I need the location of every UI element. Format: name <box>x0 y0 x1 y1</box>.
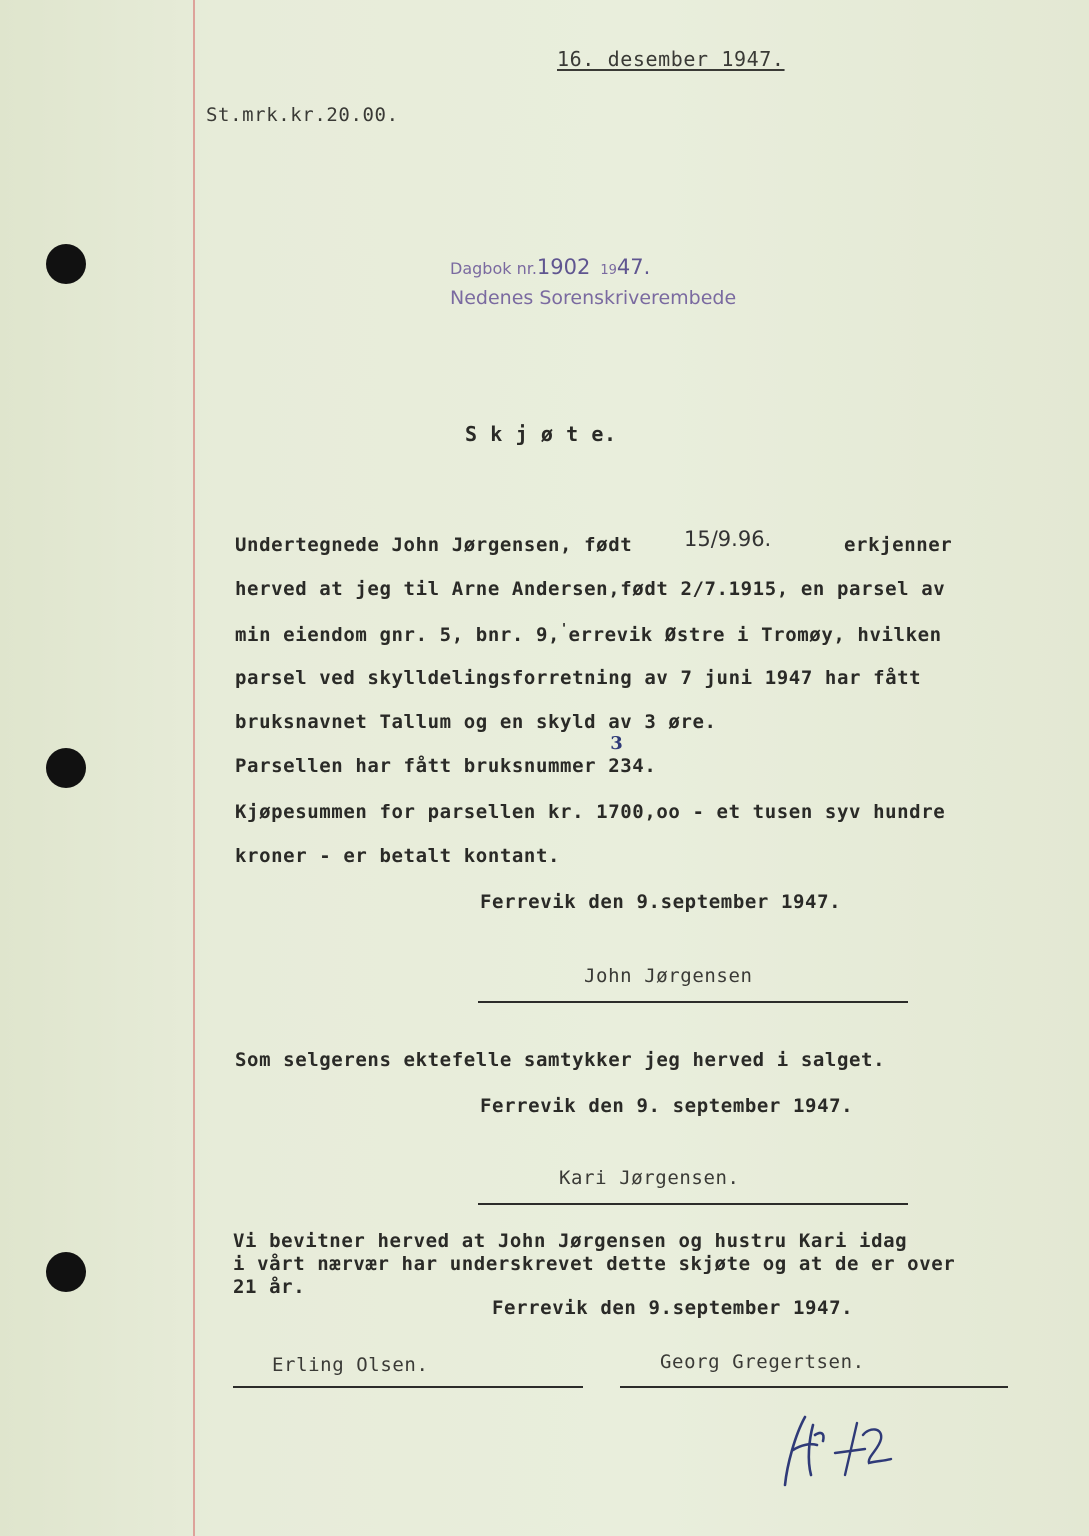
stamp-fee: St.mrk.kr.20.00. <box>206 104 399 126</box>
body-line: Parsellen har fått bruksnummer 3 234. <box>235 733 657 777</box>
body-line: Undertegnede John Jørgensen, født <box>235 534 633 556</box>
punch-hole <box>46 1252 86 1292</box>
signature-line <box>478 1001 908 1003</box>
stamp-prefix: Dagbok nr. <box>450 259 537 278</box>
document-date: 16. desember 1947. <box>557 47 785 71</box>
witness-line: i vårt nærvær har underskrevet dette skjøte og at de er over <box>233 1253 956 1275</box>
spouse-consent: Som selgerens ektefelle samtykker jeg herved i salget. <box>235 1049 886 1071</box>
witness-line: Vi bevitner herved at John Jørgensen og hustru Kari idag <box>233 1230 908 1252</box>
signature-line <box>233 1386 583 1388</box>
body-line: min eiendom gnr. 5, bnr. 9,'errevik Østre i Tromøy, hvilken <box>235 622 942 646</box>
handwritten-initials-mark <box>765 1405 905 1495</box>
handwritten-correction: 3 <box>610 733 624 754</box>
spouse-signature-name: Kari Jørgensen. <box>559 1167 740 1189</box>
signature-line <box>620 1386 1008 1388</box>
witness-place-date: Ferrevik den 9.september 1947. <box>492 1297 854 1319</box>
bruksnummer: 234. <box>608 755 657 777</box>
witness2-name: Georg Gregertsen. <box>660 1351 865 1373</box>
body-line-end: erkjenner <box>844 534 953 556</box>
punch-hole <box>46 244 86 284</box>
witness-line: 21 år. <box>233 1276 306 1298</box>
margin-line <box>193 0 195 1536</box>
document-title: S k j ø t e. <box>465 422 617 446</box>
signature-line <box>478 1203 908 1205</box>
spouse-place-date: Ferrevik den 9. september 1947. <box>480 1095 854 1117</box>
registry-stamp <box>450 255 650 279</box>
body-line: parsel ved skylldelingsforretning av 7 juni 1947 har fått <box>235 667 922 689</box>
diary-number: 1902 <box>536 255 591 279</box>
body-line: herved at jeg til Arne Andersen,født 2/7.1915, en parsel av <box>235 578 946 600</box>
birthdate: 15/9.96. <box>684 527 772 551</box>
body-line: Kjøpesummen for parsellen kr. 1700,oo - et tusen syv hundre <box>235 801 946 823</box>
seller-place-date: Ferrevik den 9.september 1947. <box>480 891 842 913</box>
court-office-stamp: Nedenes Sorenskriverembede <box>450 287 737 309</box>
body-line: bruksnavnet Tallum og en skyld av 3 øre. <box>235 711 717 733</box>
seller-signature-name: John Jørgensen <box>584 965 753 987</box>
body-line: kroner - er betalt kontant. <box>235 845 561 867</box>
punch-hole <box>46 748 86 788</box>
diary-year: 47. <box>616 255 651 279</box>
witness1-name: Erling Olsen. <box>272 1354 429 1376</box>
year-prefix: 19 <box>600 263 617 278</box>
